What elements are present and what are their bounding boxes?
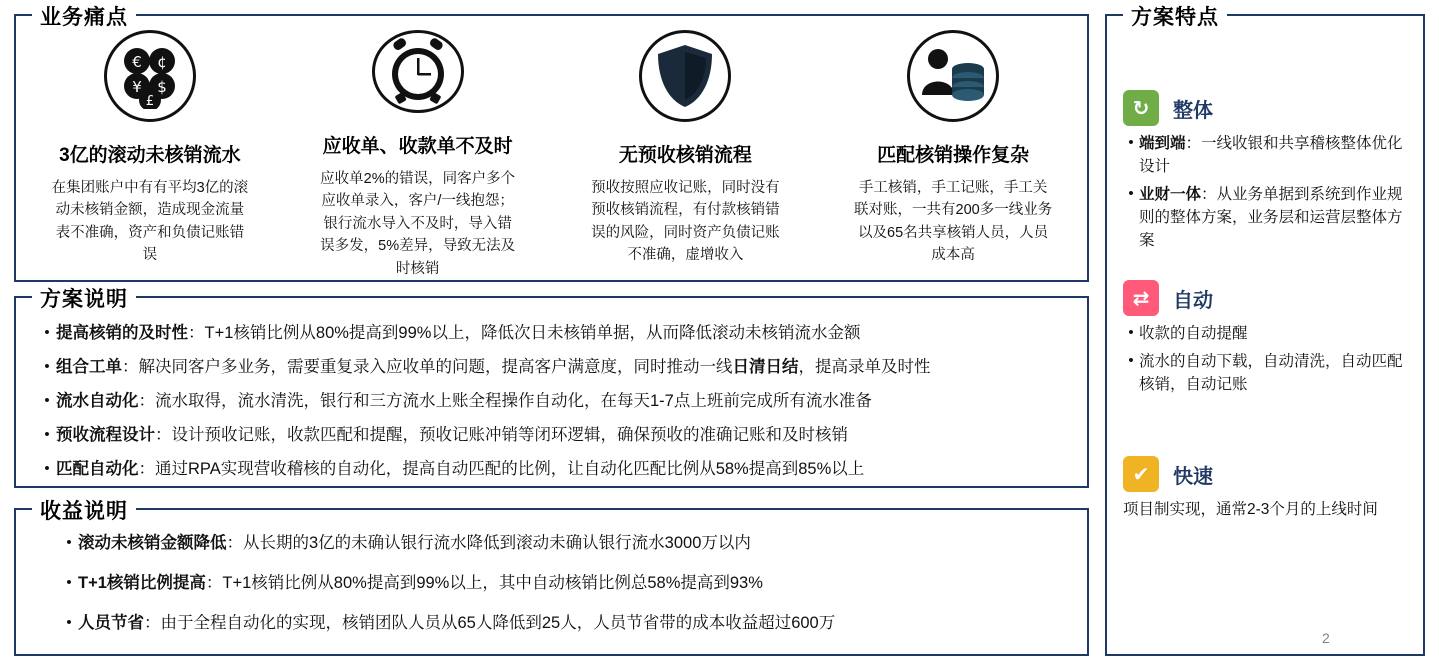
feature-item [1123,350,1407,397]
scheme-item-text: 通过RPA实现营收稽核的自动化，提高自动匹配的比例，让自动化匹配比例从58%提高到85%以上 [155,459,865,478]
svg-text:¢: ¢ [157,53,167,71]
list-bullet: • [1128,324,1134,342]
pain-points-title: 业务痛点 [32,1,136,31]
scheme-item-sep: ： [122,357,139,376]
scheme-item [38,322,1073,346]
benefit-item-text: 由于全程自动化的实现，核销团队人员从65人降低到25人，人员节省带的成本收益超过600万 [160,613,836,632]
scheme-item [38,424,1073,448]
benefit-item-text: 从长期的3亿的未确认银行流水降低到滚动未确认银行流水3000万以内 [243,534,751,552]
svg-text:£: £ [145,94,155,109]
pain-points-section [14,6,1089,282]
benefit-list [16,510,1087,636]
scheme-list [16,298,1087,482]
feature-group-header [1123,90,1407,126]
feature-group-list [1123,322,1407,396]
scheme-item-label: 组合工单 [56,357,122,376]
scheme-item-strong: 日清日结 [732,357,799,376]
feature-item-text: 流水的自动下载，自动清洗，自动匹配核销，自动记账 [1139,352,1403,393]
scheme-item-text: 解决同客户多业务，需要重复录入应收单的问题，提高客户满意度，同时推动一线 [138,357,733,376]
pain-points-grid [16,16,1087,280]
benefit-item-label: 滚动未核销金额降低 [78,534,227,552]
page-number: 2 [1322,630,1330,646]
svg-text:€: € [132,53,142,71]
list-bullet: • [44,357,50,375]
feature-item-sep: ： [1185,135,1202,152]
list-bullet: • [44,324,50,341]
benefit-title: 收益说明 [32,495,136,525]
scheme-item-sep: ： [138,391,155,410]
exchange-badge-icon: ⇄ [1123,280,1159,316]
pain-point-heading: 应收单、收款单不及时 [322,135,513,157]
feature-group-fast [1107,456,1423,522]
pain-point-heading: 匹配核销操作复杂 [877,145,1030,166]
feature-item-sep: ： [1201,185,1217,203]
feature-group-list [1123,132,1407,252]
svg-text:$: $ [157,78,167,96]
scheme-item-sep: ： [138,459,155,478]
benefit-section [14,500,1089,656]
feature-group-title: 自动 [1173,289,1213,312]
benefit-item [60,532,1073,556]
scheme-item [38,390,1073,414]
feature-group-header [1123,456,1407,492]
pain-point-text: 在集团账户中有有平均3亿的滚动未核销金额，造成现金流量表不准确，资产和负债记账错误 [51,180,249,264]
feature-item-label: 端到端 [1139,135,1186,152]
pain-point-text: 应收单2%的错误，同客户多个应收单录入，客户/一线抱怨；银行流水导入不及时，导入错误多发，5%差异，导致无法及时核销 [320,170,516,277]
scheme-item-label: 预收流程设计 [56,425,155,444]
scheme-item-text: T+1核销比例从80%提高到99%以上，降低次日未核销单据，从而降低滚动未核销流水金额 [204,324,861,342]
list-bullet: • [66,613,72,631]
scheme-item-text-tail: ，提高录单及时性 [798,357,931,376]
feature-item [1123,183,1407,253]
list-bullet: • [44,425,50,443]
list-bullet: • [66,573,72,591]
feature-item-label: 业财一体 [1139,185,1202,203]
benefit-item [60,612,1073,636]
feature-item-text: 一线收银和共享稽核整体优化设计 [1139,135,1403,176]
check-badge-icon: ✔ [1123,456,1159,492]
list-bullet: • [1128,351,1134,369]
pain-point-text: 手工核销，手工记账，手工关联对账，一共有200多一线业务以及65名共享核销人员，人员成本高 [854,180,1053,264]
benefit-item-text: T+1核销比例从80%提高到99%以上，其中自动核销比例总58%提高到93% [222,573,763,592]
feature-group-header [1123,280,1407,316]
svg-text:¥: ¥ [132,78,142,96]
benefit-item [60,572,1073,596]
refresh-badge-icon: ↻ [1123,90,1159,126]
alarm-clock-icon [372,30,464,113]
benefit-item-sep: ： [226,534,243,552]
benefit-item-label: 人员节省 [78,613,144,632]
feature-group-title: 快速 [1173,465,1213,488]
pain-point-heading: 无预收核销流程 [618,145,752,166]
scheme-item-label: 匹配自动化 [56,459,139,478]
feature-item-text: 从业务单据到系统到作业规则的整体方案，业务层和运营层整体方案 [1139,185,1403,249]
benefit-item-sep: ： [205,573,223,592]
scheme-item-sep: ： [155,425,172,444]
scheme-item-sep: ： [188,324,205,342]
list-bullet: • [44,391,50,409]
scheme-item-label: 流水自动化 [56,391,139,410]
feature-item [1123,132,1407,179]
pain-point-item [552,30,820,280]
feature-group-note: 项目制实现，通常2-3个月的上线时间 [1123,501,1378,518]
scheme-item-text: 设计预收记账，收款匹配和提醒，预收记账冲销等闭环逻辑，确保预收的准确记账和及时核销 [171,425,848,444]
pain-point-text: 预收按照应收记账，同时没有预收核销流程，有付款核销错误的风险，同时资产负债记账不准确，虚增收入 [591,180,780,264]
pain-point-item [284,30,552,280]
currency-coins-icon [104,30,196,122]
pain-point-item [16,30,284,280]
scheme-section [14,288,1089,488]
shield-icon [639,30,731,122]
features-title: 方案特点 [1123,1,1227,31]
person-coins-icon [907,30,999,122]
features-section [1105,6,1425,656]
list-bullet: • [66,534,72,551]
scheme-item [38,458,1073,482]
benefit-item-sep: ： [144,613,161,632]
scheme-title: 方案说明 [32,283,136,313]
scheme-item-text: 流水取得，流水清洗，银行和三方流水上账全程操作自动化，在每天1-7点上班前完成所有流水准备 [155,391,872,410]
feature-item [1123,322,1407,345]
feature-group-automatic [1107,280,1423,396]
list-bullet: • [44,459,50,477]
feature-group-overall [1107,90,1423,252]
scheme-item [38,356,1073,380]
benefit-item-label: T+1核销比例提高 [78,573,206,592]
scheme-item-label: 提高核销的及时性 [56,324,188,342]
list-bullet: • [1128,134,1134,151]
pain-point-item [819,30,1087,280]
feature-item-text: 收款的自动提醒 [1139,325,1248,343]
feature-group-title: 整体 [1173,99,1213,122]
list-bullet: • [1128,184,1134,202]
pain-point-heading: 3亿的滚动未核销流水 [59,145,241,166]
